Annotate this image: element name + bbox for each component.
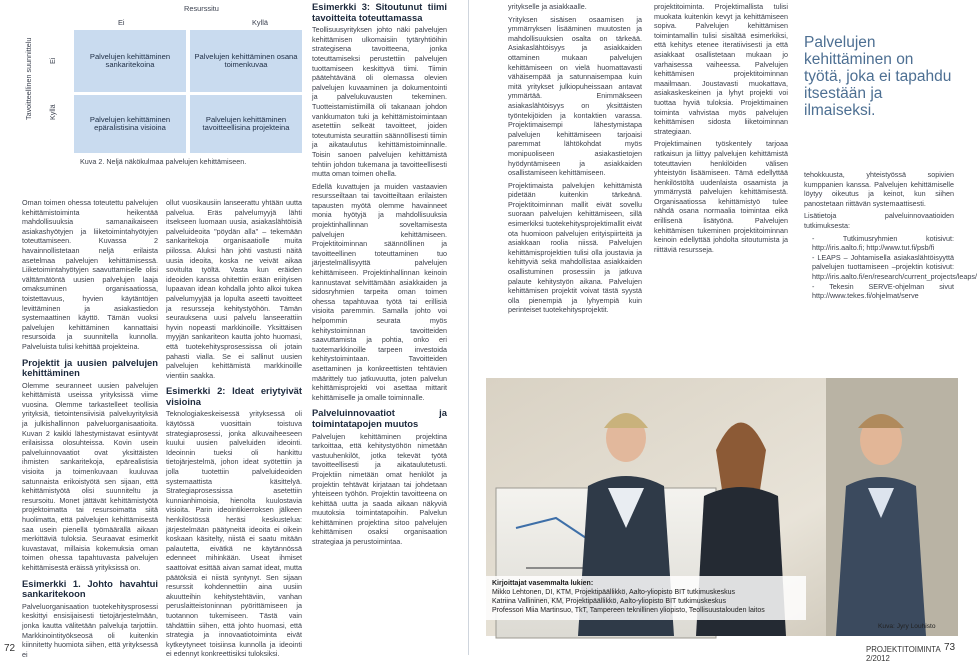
- article-column-1: [22, 198, 158, 659]
- page-number-right: 73: [944, 642, 956, 653]
- diagram-cell-heroic-deeds: Palvelujen kehittäminen sankaritekoina: [74, 30, 186, 92]
- photo-caption-line: Katriina Vallininen, KM, Projektipäällikkö, Aalto-yliopisto BIT tutkimuskeskus: [492, 598, 726, 605]
- link-list: [804, 233, 977, 301]
- paragraph: Yrityksen sisäisen osaamisen ja ymmärryksen lisääminen muutosten ja mahdollisuuksien osalta on tärkeää. Asiakaslähtöisyys ja asiakkaiden ottaminen mukaan palvelujen kehittämiseen on vielä huomattavasti vähäisempää ja satunnaisempaa kuin mitä yritykset julkiopuheissaan antavat ymmärtää. Enimmäkseen asiakaslähtöisyys on yksittäisten työntekijöiden ja kontaktien varassa. Projektimaisempi lähestymistapa palvelujen kehittämiseen tarjoaisi paremmat lähtökohdat myös monipuoliseen asiakastietojen hyödyntämiseen ja asiakkaiden osallistamiseen kehittämiseen.: [508, 14, 642, 178]
- diagram-left-label-yes: Kyllä: [48, 104, 57, 120]
- diagram-top-label-resources: Resurssitu: [184, 4, 219, 13]
- paragraph: Olemme seuranneet uusien palvelujen kehittämistä useissa yrityksissä viime vuosina. Olemme tarkastelleet teollisia yrityksiä, tietointensiivisiä palveluyrityksiä ja julkishallinnon palveluorganisaatioita. Kuvan 2 kaikki lähestymistavat esiintyvät erilaisissa olosuhteissa. Kovin usein palveluinnovaatiot ovat yksittäisten ihmisten sankaritekoja, epärealistisia visioita ja toimenkuvaan kuuluvaa satunnaista erikoistyötä sen sijaan, että kehittämistyötä olisi suunniteltu ja resursoitu. Monet jättävät kehittämistyötä projektoimatta tai resursoimatta siitä huolimatta, että palvelujen kehittämisestä saa usein pienellä työmäärällä aikaan merkittäviä tuloksia. Seuraavat esimerkit kuvastavat, millaisia kokemuksia oman toimen ohessa tapahtuvasta palvelujen kehittämisestä eräissä yrityksissä on.: [22, 380, 158, 572]
- article-column-4: [508, 2, 642, 374]
- photo-caption-line: Mikko Lehtonen, DI, KTM, Projektipäällikkö, Aalto-yliopisto BIT tutkimuskeskus: [492, 589, 736, 596]
- photo-caption-line: Professori Miia Martinsuo, TkT, Tampereen teknillinen yliopisto, Teollisuustalouden laitos: [492, 607, 765, 614]
- diagram-top-label-no: Ei: [118, 18, 125, 27]
- paragraph: Edellä kuvattujen ja muiden vastaavien resursseiltaan tai tavoitteiltaan erilaisten tapausten myötä olemme havainneet monia hyötyjä ja mahdollisuuksia projektinhallinnan soveltamisesta palvelujen kehittämiseen. Projektitoiminnan säännöllinen ja tavoitteellinen toteuttaminen tuo järjestelmällisyyttä palvelujen kehittämiseen. Projektinhallinnan keinoin kannustavat selvittämään asiakkaiden ja sidosryhmien tarpeita oman toimen ohessa tapahtuvaa työtä tai erillisiä visioita paremmin. Samalla johto voi helpommin seurata myös kehitystoiminnan tavoitteiden saavuttamista ja pohtia, onko eri tuotemarkkinoille tarpeen investoida kehitystoimintaan. Tavoitteiden asettaminen ja konkreettisten tehtävien määrittely tuo jatkuvuutta, joten palvelun kehittämisprojekti voi asettaa mittarit kehittämiselle ja omalle toiminnalle.: [312, 181, 447, 402]
- section-heading-example-2: Esimerkki 2: Ideat eriytyivät visioina: [166, 385, 302, 407]
- article-column-2: [166, 198, 302, 659]
- paragraph: yritykselle ja asiakkaalle.: [508, 2, 587, 11]
- photo-caption-heading: Kirjoittajat vasemmalta lukien:: [492, 580, 594, 587]
- page-number-left: 72: [4, 643, 16, 654]
- photo-caption: [492, 579, 812, 615]
- paragraph: Projektimainen työskentely tarjoaa ratkaisun ja liittyy palvelujen kehittämistä toteuttavien henkilöiden välisen yhteistyön lisäämiseen. Tämä edellyttää henkilöstöltä uudenlaista osaamista ja ymmärrystä palvelujen kehittämisestä. Organisaatiossa kehittämistyö tulee nähdä osana normaalia toimintaa eikä erillisenä lisätyönä. Palvelujen kehittämisen tukeminen projektitoiminnan keinoin edellyttää johdolta sitoutumista ja riittäviä resursseja.: [654, 139, 788, 254]
- page-gutter: [468, 0, 469, 655]
- article-column-3: [312, 2, 447, 642]
- paragraph: Lisätietoja palveluinnovaatioiden tutkimuksesta:: [804, 211, 954, 230]
- section-heading-example-1: Esimerkki 1. Johto havahtui sankaritekoon: [22, 577, 158, 600]
- link-list-item: - Tekesin SERVE-ohjelman sivut http://www.tekes.fi/ohjelmat/serve: [812, 281, 954, 301]
- footer-publication: PROJEKTITOIMINTA 2/2012: [866, 645, 941, 663]
- intro-paragraph: Oman toimen ohessa toteutettu palvelujen kehittämistoiminta heikentää mahdollisuuksia samanaikaiseen asiakashyötyjen ja liiketoimintahyötyjen toteuttamiseen. Kuvassa 2 havainnollistetaan neljä erilaista asetelmaa palvelujen kehittämisessä. Liiketoimintahyötyjen saavuttamiselle olisi välttämätöntä uusien palvelujen laaja omaksuminen organisaatiossa, toistettavuus, hyvien käytäntöjen levittäminen ja asiakastiedon systemaattinen käyttö. Tämän vuoksi palvelujen kehittäminen kannattaisi resursoida ja suunnitella kunnolla. Palveluista tulisi kehittää projekteina.: [22, 198, 158, 351]
- diagram-cell-unrealistic-visions: Palvelujen kehittäminen epäralistisina visioina: [74, 95, 186, 153]
- photo-credit: Kuva: Jyry Louhisto: [878, 623, 936, 630]
- authors-photo: [486, 378, 958, 636]
- section-heading-service-innovations: Palveluinnovaatiot ja toimintatapojen muutos: [312, 407, 447, 429]
- link-list-item: - Tutkimusryhmien kotisivut: http://iris.aalto.fi; http://www.tut.fi/psb/fi: [812, 233, 954, 253]
- paragraph: Projektimaista palvelujen kehittämistä pidetään kuitenkin tärkeänä. Projektitoiminnan mallit eivät sovellu suoraan palvelujen kehittämiseen, sillä esimerkiksi tuotekehitysprojektimallit eivät ota huomioon palvelujen erityispiirteitä ja asiakkaan roolia niissä. Palvelujen kehittämisprojektien tulisi olla joustavia ja kehittyviä sekä mahdollistaa asiakkaiden osallistuminen prosessiin ja jatkuva palaute kehitystyön aikana. Palvelujen kehittämisen projektit voivat tästä syystä olla pienempiä ja lyhyempiä kuin perinteiset tuotekehitysprojektit.: [508, 180, 642, 315]
- article-column-6: [804, 170, 977, 310]
- paragraph: Teknologiakeskeisessä yrityksessä oli käytössä vuosittain toistuva strategiaprosessi, jonka alkuvaiheeseen kuului uusien palveluiden ideointi. Ideoinnin tueksi oli hankittu tietojärjestelmä, johon ideat syötettiin ja jolla tuotettiin palveluideoiden systemaattista käsittelyä. Strategiaprosessissa asetettiin kunnianhimoisia, hienolta kuulostavia visioita. Parin ideointikierroksen jälkeen henkilöstössä heräsi keskustelua: järjestelmään päätyneitä ideoita ei oikein koskaan käsitelty, niistä ei saatu mitään palautetta, eivätkä ne käytännössä edenneet mihinkään. Useat ihmiset saattoivat esittää aivan samat ideat, mutta päätöksiä ei niistä syntynyt. Sen sijaan resurssit kohdennettiin aina uusiin akuutteihin kehitystehtäviin, vanhan peruslaitteistoninnan pyörittämiseen ja tuotannon tukemiseen. Tästä vain tähdättiin siihen, että johto huomasi, että strategia ja innovaatiotoiminta eivät kytkeytyneet toisiinsa kunnolla ja ideointi ei edennyt konkreettisiksi tuloksiksi.: [166, 409, 302, 659]
- diagram-cell-job-description: Palvelujen kehittäminen osana toimenkuvaa: [190, 30, 302, 92]
- diagram-cell-goal-projects: Palvelujen kehittäminen tavoitteellisina projekteina: [190, 95, 302, 153]
- pull-quote: Palvelujen kehittäminen on työtä, joka ei tapahdu itsestään ja ilmaiseksi.: [804, 34, 952, 119]
- paragraph: projektitoiminta. Projektimallista tulisi muokata kuitenkin kevyt ja kehittämiseen sopiva. Palvelujen kehittämisen toimintamallin tulisi sisältää esimerkiksi, että kehitys etenee iteratiivisesti ja että asiakkaat osallistetaan mukaan jo varhaisessa vaiheessa. Palvelujen kehittämisen projektitoiminnan maailmaan. Joustavasti muokattava, asiakaskeskeinen ja lyhyt projekti voi tuottaa hyviä tuloksia. Projektimainen toiminta vahvistaa myös palvelujen kehittämisen sidosta liiketoiminnan strategiaan.: [654, 2, 788, 136]
- link-list-item: - LEAPS – Johtamisella asiakaslähtöisyyttä palvelujen tuottamiseen –projektin kotisivut: http://iris.aalto.fi/en/research/current_projects/leaps/: [812, 252, 977, 281]
- article-column-5: [654, 2, 788, 374]
- paragraph: ollut vuosikausiin lanseerattu yhtään uutta palvelua. Eräs palvelumyyjä lähti itsekseen luomaan uusia, asiakaslähtöisiä palveluideoita "pöydän alla" – tekemään sankaritekoja organisaatiolle muita piilossa. Aluksi hän johti vastusti näitä uusia ideoita, koska ne veivät aikaa sovitulta työltä. Vasta kun eräiden ideoiden kanssa ohitettiin erään eriityisen lupaavan idean kohdalla johto alkoi tukea palvelumyyjää ja lopulta aseetti tavoitteet ja resursseja kehitystyöhön. Tämän seurauksena uusi palvelu lanseerattiin hyvin nopeasti markkinoille. Yksittäisen myyjän sankariteon kautta johto huomasi, että tuotekehitysprosessissa oli jotain pahasti vialla. Se ei sallinut uusien palvelujen kehittämistä markkinoille vientiin saakka.: [166, 198, 302, 380]
- paragraph: Palveluorganisaation tuotekehitysprosessi keskittyi ensisijaisesti tietojärjestelmään, jonka kautta välitetään palveluja tarjottiin. Markkinointityökseosä oli kuitenkin kiinnitetty huomiota siihen, että yrityksessä ei: [22, 601, 158, 659]
- paragraph: Palvelujen kehittäminen projektina tarkoittaa, että kehitystyöhön nimetään vastuuhenkilöt, jotka tekevät työtä tavoitteellisesti ja aikataulutetusti. Projektiin nimetään omat henkilöt ja projektin tehtävät kirjataan tai johdetaan yhteiseen työhön. Projektin tavoitteena on kehittää uutta ja saada aikaan näkyviä muutoksia toimintatapoihin. Palvelun kehittäminen projektina sitoo palvelujen kehittämisen osaksi organisaation strategiaa ja perustoimintaa.: [312, 431, 447, 547]
- section-heading-example-3: Esimerkki 3: Sitoutunut tiimi tavoitteita toteuttamassa: [312, 1, 447, 23]
- diagram-left-group-label: Tavoitteellinen suunnittelu: [24, 37, 33, 120]
- paragraph: Teollisuusyrityksen johto näki palvelujen kehittämisen ulkomaisiin tytäryhtiöihin strategisena tavoitteena, jonka toteuttamiseksi perustettiin palvelujen tuottamiseen keskittyvä tiimi. Tiimin päätehtävänä oli olemassa olevien palvelujen kuvaaminen ja dokumentointi ja palvelukuvausten tekeminen. Tuotteistamistiimillä oli takanaan johdon vankkumaton tuki ja kehittämistoimintaan asetettiin selkeät tavoitteet, joiden toteutumista seurattiin säännöllisesti tiimin ja aikataulutus kehittämistoiminnalle. Toisin sanoen palvelujen kehittämistä tehtiin johdon tukemana ja tavoitteellisesti mutta oman toimen ohella.: [312, 25, 447, 179]
- diagram-top-label-yes: Kyllä: [252, 18, 269, 27]
- diagram-caption: Kuva 2. Neljä näkökulmaa palvelujen kehittämiseen.: [80, 157, 247, 166]
- diagram-left-label-no: Ei: [48, 57, 57, 64]
- paragraph: tehokkuusta, yhteistyössä sopivien kumppanien kanssa. Palvelujen kehittämiselle löytyy oikeutus ja keinot, kun siihen panostetaan riittävän systemaattisesti.: [804, 170, 954, 208]
- section-heading-projects: Projektit ja uusien palvelujen kehittäminen: [22, 356, 158, 379]
